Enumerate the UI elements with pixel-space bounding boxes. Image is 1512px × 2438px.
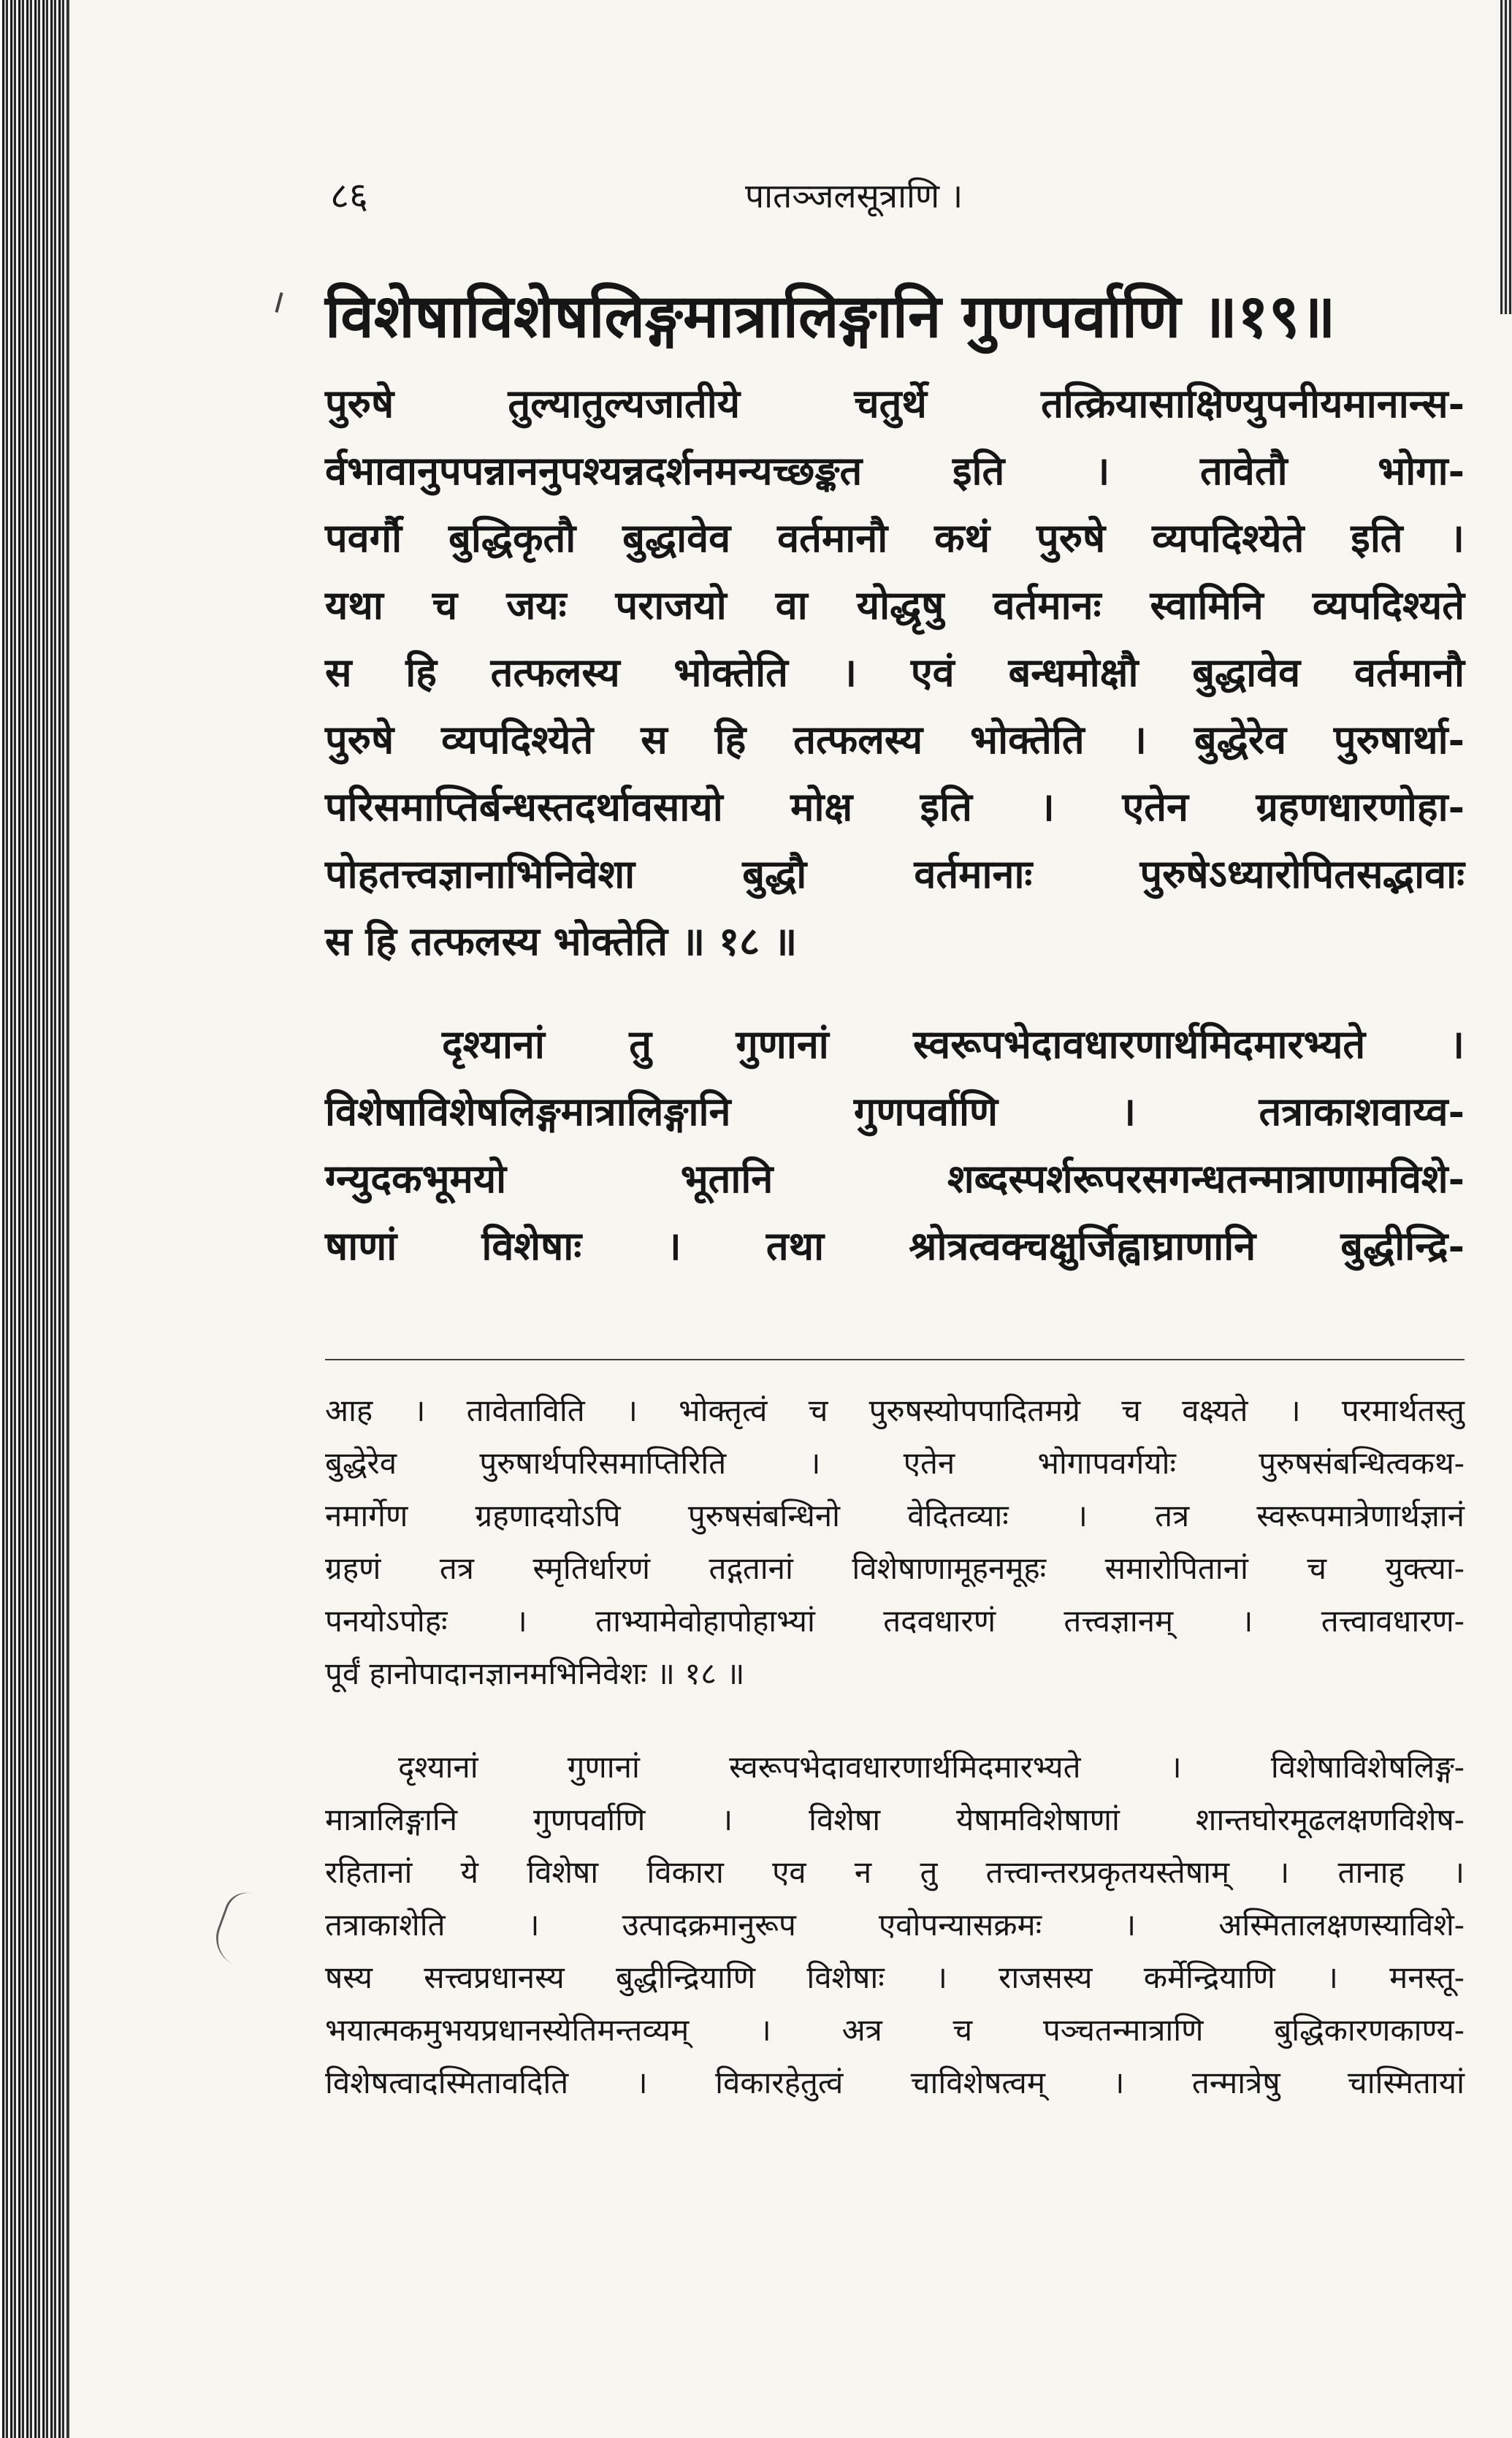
gloss-text-line: भयात्मकमुभयप्रधानस्येतिमन्तव्यम् । अत्र च पञ्चतन्मात्राणि बुद्धिकारणकाण्य- (325, 2012, 1465, 2048)
gloss-text-line: षस्य सत्त्वप्रधानस्य बुद्धीन्द्रियाणि विशेषाः । राजसस्य कर्मेन्द्रियाणि । मनस्तू- (325, 1959, 1465, 1995)
main-text-line: विशेषाविशेषलिङ्गमात्रालिङ्गानि गुणपर्वाणि । तत्राकाशवाय्व- (325, 1088, 1465, 1135)
gloss-text-line: बुद्धेरेव पुरुषार्थपरिसमाप्तिरिति । एतेन भोगापवर्गयोः पुरुषसंबन्धित्वकथ- (325, 1445, 1465, 1481)
footnote-divider (325, 1359, 1465, 1360)
main-text-line: पोहतत्त्वज्ञानाभिनिवेशा बुद्धौ वर्तमानाः पुरुषेऽध्यारोपितसद्भावाः (325, 850, 1465, 897)
gloss-text-line: ग्रहणं तत्र स्मृतिर्धारणं तद्गतानां विशेषाणामूहनमूहः समारोपितानां च युक्त्या- (325, 1550, 1465, 1586)
book-binding-edge (0, 0, 67, 2438)
gloss-text-line: रहितानां ये विशेषा विकारा एव न तु तत्त्वान्तरप्रकृतयस्तेषाम् । तानाह । (325, 1854, 1465, 1890)
main-text-line: स हि तत्फलस्य भोक्तेति । एवं बन्धमोक्षौ बुद्धावेव वर्तमानौ (325, 649, 1465, 696)
main-text-line: पुरुषे व्यपदिश्येते स हि तत्फलस्य भोक्तेति । बुद्धेरेव पुरुषार्था- (325, 716, 1465, 763)
main-text-line: ग्न्युदकभूमयो भूतानि शब्दस्पर्शरूपरसगन्धतन्मात्राणामविशे- (325, 1155, 1465, 1202)
main-text-line: पवर्गौ बुद्धिकृतौ बुद्धावेव वर्तमानौ कथं पुरुषे व्यपदिश्येते इति । (325, 514, 1465, 561)
margin-tick-mark (275, 292, 283, 313)
page-number: ८६ (330, 175, 368, 217)
gloss-text-line: दृश्यानां गुणानां स्वरूपभेदावधारणार्थमिदमारभ्यते । विशेषाविशेषलिङ्ग- (398, 1749, 1465, 1785)
gloss-text-line: पनयोऽपोहः । ताभ्यामेवोहापोहाभ्यां तदवधारणं तत्त्वज्ञानम् । तत्त्वावधारण- (325, 1603, 1465, 1639)
main-text-line: दृश्यानां तु गुणानां स्वरूपभेदावधारणार्थमिदमारभ्यते । (442, 1021, 1465, 1067)
gloss-text-line: आह । तावेताविति । भोक्तृत्वं च पुरुषस्योपपादितमग्रे च वक्ष्यते । परमार्थतस्तु (325, 1393, 1465, 1428)
running-title: पातञ्जलसूत्राणि । (745, 176, 963, 216)
gloss-text-line: तत्राकाशेति । उत्पादक्रमानुरूप एवोपन्यासक्रमः । अस्मितालक्षणस्याविशे- (325, 1907, 1465, 1943)
main-text-line: यथा च जयः पराजयो वा योद्धृषु वर्तमानः स्वामिनि व्यपदिश्यते (325, 582, 1465, 628)
pencil-margin-mark (208, 1886, 276, 1971)
gloss-text-line: पूर्वं हानोपादानज्ञानमभिनिवेशः ॥ १८ ॥ (325, 1656, 745, 1691)
main-text-line: स हि तत्फलस्य भोक्तेति ॥ १८ ॥ (325, 918, 798, 964)
gloss-text-line: नमार्गेण ग्रहणादयोऽपि पुरुषसंबन्धिनो वेदितव्याः । तत्र स्वरूपमात्रेणार्थज्ञानं (325, 1498, 1465, 1534)
sutra-heading: विशेषाविशेषलिङ्गमात्रालिङ्गानि गुणपर्वाणि ॥१९॥ (325, 281, 1336, 351)
main-text-line: परिसमाप्तिर्बन्धस्तदर्थावसायो मोक्ष इति । एतेन ग्रहणधारणोहा- (325, 783, 1465, 830)
gutter-line (67, 0, 69, 2438)
main-text-line: षाणां विशेषाः । तथा श्रोत्रत्वक्चक्षुर्जिह्वाघ्राणानि बुद्धीन्द्रि- (325, 1222, 1465, 1269)
gloss-text-line: विशेषत्वादस्मितावदिति । विकारहेतुत्वं चाविशेषत्वम् । तन्मात्रेषु चास्मितायां (325, 2065, 1465, 2100)
page-edge-shadow (1500, 0, 1512, 314)
main-text-line: र्वभावानुपपन्नाननुपश्यन्नदर्शनमन्यच्छङ्कत इति । तावेतौ भोगा- (325, 447, 1465, 494)
main-text-line: पुरुषे तुल्यातुल्यजातीये चतुर्थे तत्क्रियासाक्षिण्युपनीयमानान्स- (325, 380, 1465, 427)
gloss-text-line: मात्रालिङ्गानि गुणपर्वाणि । विशेषा येषामविशेषाणां शान्तघोरमूढलक्षणविशेष- (325, 1802, 1465, 1837)
